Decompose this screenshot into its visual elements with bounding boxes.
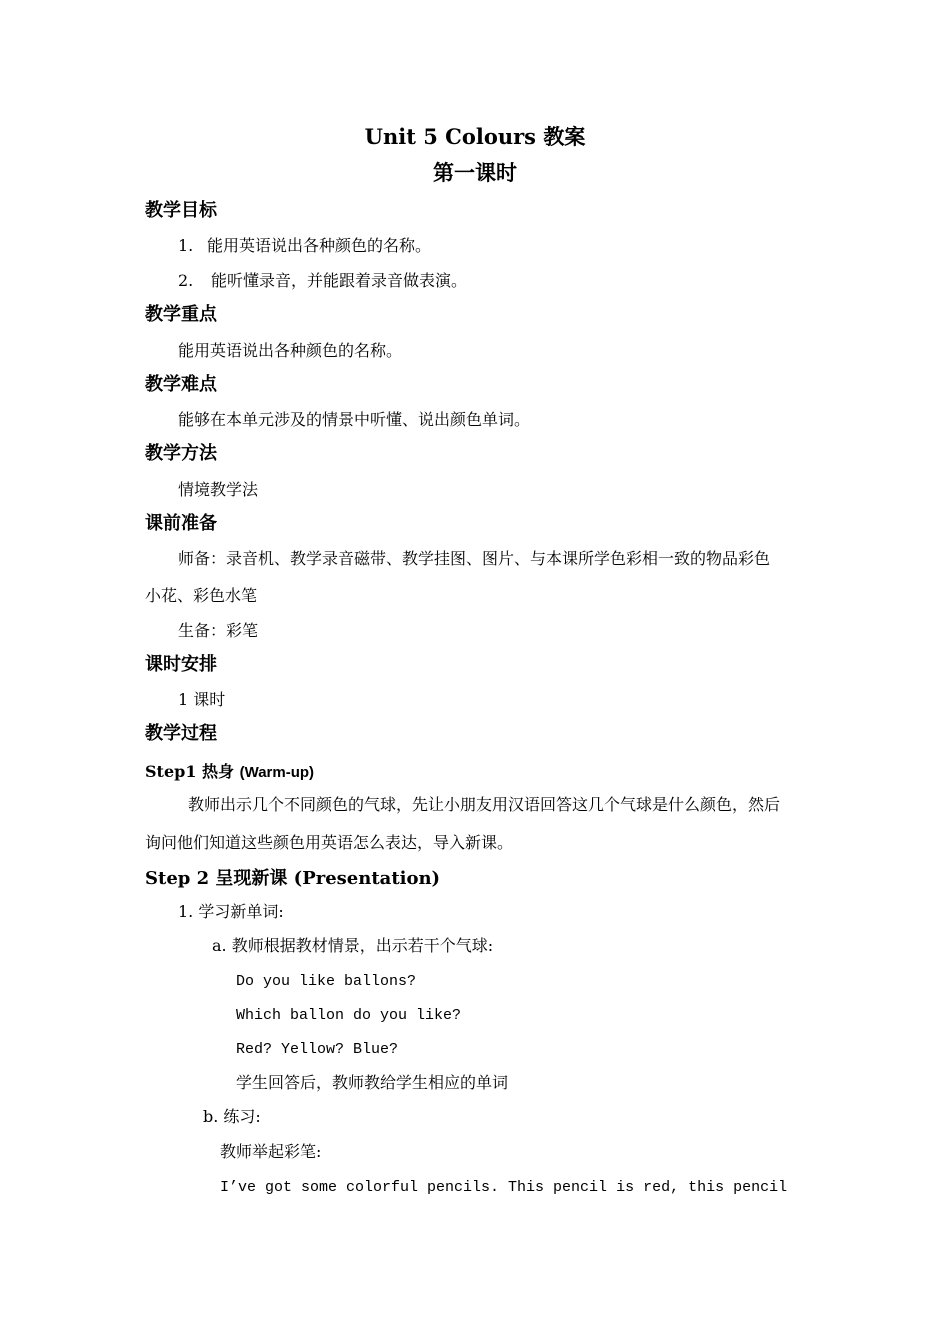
heading-schedule: 课时安排: [145, 654, 217, 675]
objective-item-2: 能听懂录音，并能跟着录音做表演。: [211, 271, 468, 290]
step2-item-1: 1. 学习新单词:: [178, 902, 284, 921]
dialogue-line-1: Do you like ballons?: [236, 973, 417, 990]
step1-line-1: 教师出示几个不同颜色的气球，先让小朋友用汉语回答这几个气球是什么颜色，然后: [188, 795, 781, 814]
step2-sub-b: b. 练习:: [203, 1107, 261, 1126]
lesson-subtitle: 第一课时: [433, 160, 517, 185]
step2-sub-b-line-1: 教师举起彩笔:: [220, 1142, 322, 1161]
heading-process: 教学过程: [145, 723, 217, 744]
step1-heading: [145, 761, 314, 784]
objective-item-1-number: 1.: [178, 236, 194, 255]
step2-sub-a-after: 学生回答后，教师教给学生相应的单词: [236, 1073, 509, 1092]
document-title: Unit 5 Colours 教案: [364, 124, 586, 149]
teacher-preparation-line-1: 师备：录音机、教学录音磁带、教学挂图、图片、与本课所学色彩相一致的物品彩色: [178, 549, 771, 568]
heading-difficulties: 教学难点: [145, 374, 217, 395]
objective-item-1: 能用英语说出各种颜色的名称。: [207, 236, 432, 255]
step1-line-2: 询问他们知道这些颜色用英语怎么表达，导入新课。: [145, 833, 514, 852]
dialogue-line-2: Which ballon do you like?: [236, 1007, 462, 1024]
step1-label-english: (Warm-up): [239, 764, 315, 781]
heading-preparation: 课前准备: [145, 513, 217, 534]
step2-heading: Step 2 呈现新课 (Presentation): [145, 868, 441, 889]
difficulties-text: 能够在本单元涉及的情景中听懂、说出颜色单词。: [178, 410, 531, 429]
schedule-text: 1 课时: [178, 690, 226, 709]
method-text: 情境教学法: [178, 480, 259, 499]
student-preparation: 生备：彩笔: [178, 621, 259, 640]
heading-objectives: 教学目标: [145, 200, 217, 221]
objective-item-2-number: 2.: [178, 271, 194, 290]
heading-method: 教学方法: [145, 443, 217, 464]
teacher-preparation-line-2: 小花、彩色水笔: [145, 586, 258, 605]
step2-sub-a: a. 教师根据教材情景，出示若干个气球:: [212, 936, 494, 955]
step2-sub-b-line-2: I’ve got some colorful pencils. This pencil is red, this pencil: [220, 1179, 788, 1196]
key-points-text: 能用英语说出各种颜色的名称。: [178, 341, 403, 360]
step1-label: Step1 热身: [145, 762, 235, 781]
dialogue-line-3: Red? Yellow? Blue?: [236, 1041, 399, 1058]
heading-key-points: 教学重点: [145, 304, 217, 325]
